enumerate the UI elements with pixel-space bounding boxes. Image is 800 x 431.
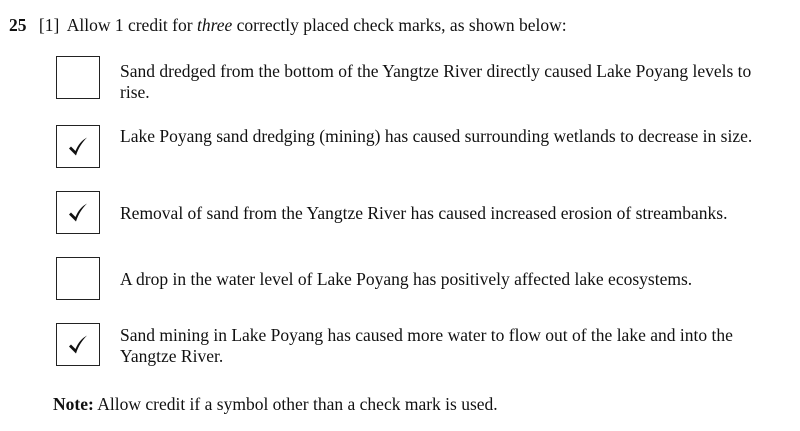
instruction-after: correctly placed check marks, as shown below: <box>232 15 567 35</box>
answer-checkbox[interactable] <box>56 323 100 366</box>
statement-text: Removal of sand from the Yangtze River has caused increased erosion of streambanks. <box>120 203 728 223</box>
answer-checkbox[interactable] <box>56 191 100 234</box>
credit-value: [1] <box>38 15 60 35</box>
instruction-before: Allow 1 credit for <box>66 15 197 35</box>
note <box>53 393 498 415</box>
statement-text: Lake Poyang sand dredging (mining) has caused surrounding wetlands to decrease in size. <box>120 126 753 146</box>
answer-checkbox[interactable] <box>56 257 100 300</box>
question-number: 25 <box>9 15 27 35</box>
statement-text: Sand dredged from the bottom of the Yangtze River directly caused Lake Poyang levels to rise. <box>120 61 752 102</box>
checkmark-icon <box>66 135 90 159</box>
statement-text: A drop in the water level of Lake Poyang has positively affected lake ecosystems. <box>120 269 693 289</box>
checkmark-icon <box>66 201 90 225</box>
checkmark-icon <box>66 333 90 357</box>
answer-checkbox[interactable] <box>56 125 100 168</box>
note-label: Note: <box>53 394 94 414</box>
answer-checkbox[interactable] <box>56 56 100 99</box>
note-text: Allow credit if a symbol other than a check mark is used. <box>93 394 498 414</box>
statement-text: Sand mining in Lake Poyang has caused more water to flow out of the lake and into the Yangtze River. <box>120 325 733 366</box>
instruction-emphasis: three <box>196 15 233 35</box>
